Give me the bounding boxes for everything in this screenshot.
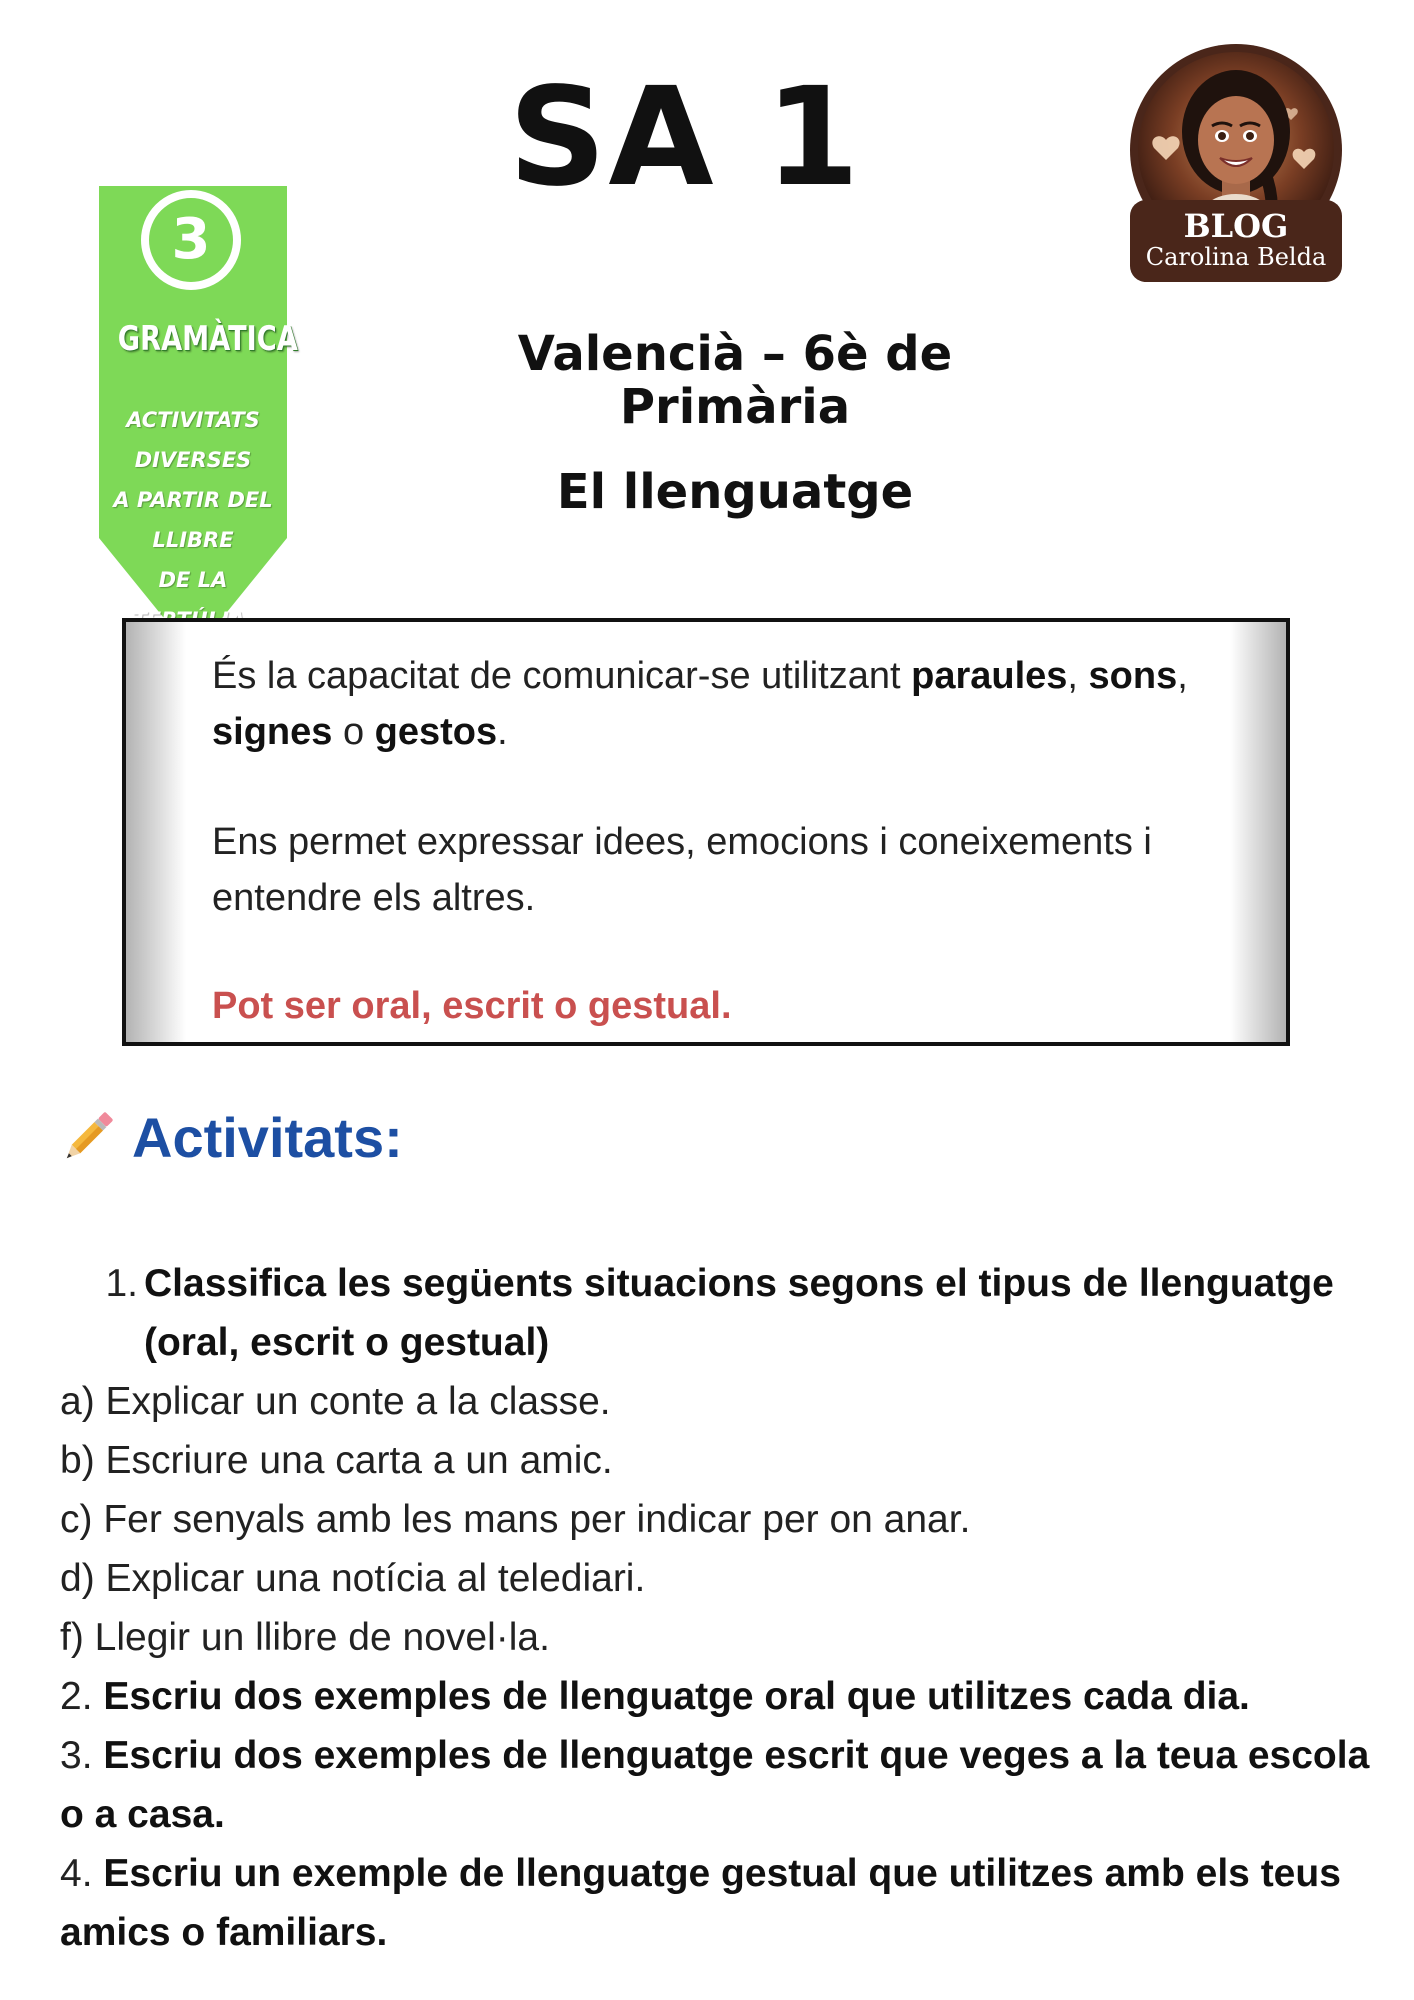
- ribbon-description: [99, 400, 287, 640]
- definition-text-run: ,: [1067, 655, 1089, 697]
- activities-heading: [56, 1102, 403, 1172]
- list-item: c) Fer senyals amb les mans per indicar per on anar.: [60, 1498, 971, 1541]
- exercise-number: 2.: [60, 1675, 104, 1718]
- exercise-4: [60, 1844, 1380, 1962]
- exercise-2-prompt: Escriu dos exemples de llenguatge oral que utilitzes cada dia.: [103, 1675, 1250, 1718]
- definition-text: [212, 648, 1222, 1034]
- box-shadow-right: [1230, 622, 1286, 1042]
- pencil-icon: [56, 1105, 120, 1169]
- exercise-4-prompt: Escriu un exemple de llenguatge gestual que utilitzes amb els teus amics o familiars.: [60, 1852, 1341, 1954]
- exercise-number: 4.: [60, 1852, 104, 1895]
- exercise-number: 1.: [105, 1262, 138, 1305]
- activities-title: Activitats:: [132, 1105, 403, 1169]
- keyword-gestos: gestos: [374, 711, 498, 753]
- definition-box: [122, 618, 1290, 1046]
- ribbon-label: GRAMÀTICA: [117, 319, 298, 359]
- definition-paragraph: [212, 648, 1222, 760]
- exercise-3: [60, 1726, 1380, 1844]
- page-title: SA 1: [508, 59, 862, 217]
- definition-text-run: o: [332, 711, 375, 753]
- list-item: d) Explicar una notícia al telediari.: [60, 1557, 646, 1600]
- exercise-number: 3.: [60, 1734, 104, 1777]
- definition-text-run: És la capacitat de comunicar-se utilitzant: [212, 655, 912, 697]
- exercise-1-prompt: Classifica les següents situacions segons el tipus de llenguatge (oral, escrit o gestual): [144, 1262, 1334, 1364]
- definition-text-run: .: [497, 711, 508, 753]
- ribbon-description-line: ACTIVITATS DIVERSES: [126, 408, 260, 472]
- list-item: a) Explicar un conte a la classe.: [60, 1380, 611, 1423]
- keyword-signes: signes: [212, 711, 333, 753]
- keyword-paraules: paraules: [911, 655, 1068, 697]
- definition-highlight: Pot ser oral, escrit o gestual.: [212, 985, 732, 1027]
- logo-author-name: Carolina Belda: [1145, 243, 1327, 271]
- keyword-sons: sons: [1088, 655, 1178, 697]
- subtitle: Valencià – 6è de Primària: [517, 326, 953, 435]
- definition-text-run: ,: [1177, 655, 1188, 697]
- exercise-3-prompt: Escriu dos exemples de llenguatge escrit que veges a la teua escola o a casa.: [60, 1734, 1370, 1836]
- ribbon-description-line: DE LA: [158, 568, 228, 592]
- grammar-ribbon: [99, 186, 298, 654]
- exercise-1: [60, 1254, 1380, 1372]
- list-item: b) Escriure una carta a un amic.: [60, 1439, 613, 1482]
- exercise-2: [60, 1667, 1380, 1726]
- blog-logo: [1126, 40, 1346, 286]
- ribbon-number-badge: 3: [141, 190, 241, 290]
- box-shadow-left: [126, 622, 186, 1042]
- list-item: f) Llegir un llibre de novel·la.: [60, 1616, 550, 1659]
- topic-title: El llenguatge: [556, 464, 914, 520]
- logo-blog-text: BLOG: [1183, 207, 1289, 245]
- definition-paragraph: Ens permet expressar idees, emocions i coneixements i entendre els altres.: [212, 821, 1152, 919]
- exercise-list: [60, 1254, 1380, 1962]
- ribbon-description-line: A PARTIR DEL LLIBRE: [113, 488, 273, 552]
